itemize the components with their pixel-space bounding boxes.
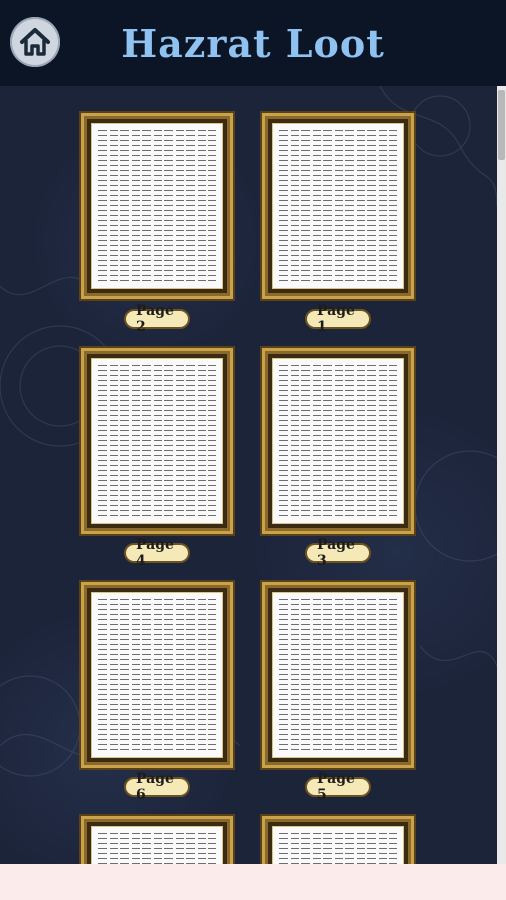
page-image bbox=[272, 826, 404, 864]
page-thumbnail-5[interactable] bbox=[262, 582, 414, 768]
page-image bbox=[272, 592, 404, 758]
page-label[interactable]: Page 6 bbox=[124, 777, 190, 797]
page-thumbnail-8[interactable] bbox=[81, 816, 233, 864]
page-thumbnail-7[interactable] bbox=[262, 816, 414, 864]
home-button[interactable] bbox=[10, 17, 60, 67]
page-image bbox=[272, 358, 404, 524]
scrollbar-thumb[interactable] bbox=[498, 90, 505, 160]
page-thumbnail-6[interactable] bbox=[81, 582, 233, 768]
page-thumbnail-2[interactable] bbox=[81, 113, 233, 299]
page-thumbnail-3[interactable] bbox=[262, 348, 414, 534]
page-label[interactable]: Page 5 bbox=[305, 777, 371, 797]
page-image bbox=[91, 592, 223, 758]
page-grid[interactable] bbox=[0, 86, 497, 864]
page-thumbnail-1[interactable] bbox=[262, 113, 414, 299]
page-image bbox=[91, 826, 223, 864]
app-header bbox=[0, 0, 506, 86]
page-label[interactable]: Page 2 bbox=[124, 309, 190, 329]
page-image bbox=[272, 123, 404, 289]
background-ornament bbox=[0, 86, 497, 864]
home-icon bbox=[18, 25, 52, 59]
page-thumbnail-4[interactable] bbox=[81, 348, 233, 534]
page-title: Hazrat Loot bbox=[121, 20, 385, 66]
page-label[interactable]: Page 1 bbox=[305, 309, 371, 329]
vertical-scrollbar[interactable] bbox=[497, 86, 506, 864]
page-image bbox=[91, 358, 223, 524]
bottom-bar bbox=[0, 864, 506, 900]
page-image bbox=[91, 123, 223, 289]
page-label[interactable]: Page 4 bbox=[124, 543, 190, 563]
page-label[interactable]: Page 3 bbox=[305, 543, 371, 563]
